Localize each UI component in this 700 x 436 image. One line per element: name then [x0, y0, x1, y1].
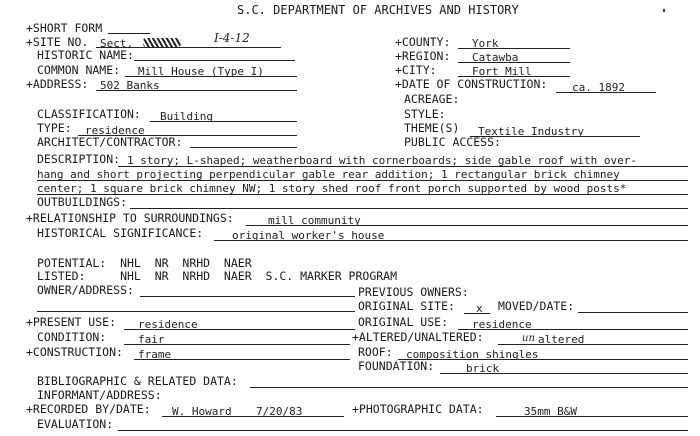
- line-date-of-construction: [556, 92, 656, 93]
- line-recorded-by: [162, 416, 344, 417]
- label-common-name: COMMON NAME:: [37, 63, 121, 77]
- scan-speck: [663, 9, 665, 12]
- label-potential: POTENTIAL: NHL NR NRHD NAER: [37, 256, 252, 270]
- label-moved-date: MOVED/DATE:: [498, 299, 575, 313]
- site-no-handwritten: I-4-12: [214, 31, 250, 45]
- value-foundation: brick: [466, 362, 500, 375]
- line-foundation: [440, 373, 688, 374]
- line-owner-address: [140, 296, 355, 297]
- label-address: +ADDRESS:: [26, 77, 89, 91]
- line-photographic-data: [496, 416, 688, 417]
- line-previous-owners: [37, 311, 355, 312]
- value-altered-typed: altered: [538, 333, 585, 346]
- label-present-use: +PRESENT USE:: [26, 315, 117, 329]
- label-relationship: +RELATIONSHIP TO SURROUNDINGS:: [26, 211, 234, 225]
- line-description-1: [118, 166, 688, 167]
- form-title: S.C. DEPARTMENT OF ARCHIVES AND HISTORY: [237, 3, 519, 17]
- line-short-form: [108, 33, 150, 34]
- label-owner-address: OWNER/ADDRESS:: [37, 283, 134, 297]
- line-original-site: [464, 313, 490, 314]
- value-common-name: Mill House (Type I): [138, 65, 264, 78]
- label-acreage: ACREAGE:: [404, 92, 460, 106]
- line-moved-date: [578, 312, 688, 313]
- value-roof: composition shingles: [406, 348, 539, 361]
- label-original-use: ORIGINAL USE:: [358, 315, 449, 329]
- redacted-mark: [143, 38, 181, 47]
- line-architect: [190, 147, 297, 148]
- line-roof: [398, 359, 688, 360]
- value-city: Fort Mill: [472, 65, 532, 78]
- value-theme: Textile Industry: [478, 125, 584, 138]
- label-listed: LISTED: NHL NR NRHD NAER S.C. MARKER PROGRAM: [37, 269, 398, 283]
- line-address: [96, 90, 297, 91]
- value-present-use: residence: [138, 318, 198, 331]
- line-region: [458, 62, 570, 63]
- label-bibliographic: BIBLIOGRAPHIC & RELATED DATA:: [37, 374, 238, 388]
- line-county: [458, 48, 570, 49]
- label-region: +REGION:: [395, 49, 451, 63]
- label-site-no: +SITE NO.: [26, 35, 89, 49]
- label-short-form: +SHORT FORM: [26, 21, 103, 35]
- line-evaluation: [118, 430, 688, 431]
- line-altered: [498, 344, 688, 345]
- value-condition: fair: [138, 333, 165, 346]
- value-region: Catawba: [472, 51, 519, 64]
- label-classification: CLASSIFICATION:: [37, 107, 141, 121]
- value-description-line-3: center; 1 square brick chimney NW; 1 story shed roof front porch supported by wood posts*: [37, 182, 627, 195]
- value-relationship: mill community: [268, 214, 361, 227]
- value-photographic-data: 35mm B&W: [524, 405, 577, 418]
- label-city: +CITY:: [395, 63, 437, 77]
- value-date-of-construction: ca. 1892: [572, 81, 625, 94]
- label-county: +COUNTY:: [395, 35, 451, 49]
- label-historic-name: HISTORIC NAME:: [37, 48, 134, 62]
- value-original-use: residence: [472, 318, 532, 331]
- value-description-line-1: 1 story; L-shaped; weatherboard with cornerboards; side gable roof with over-: [127, 154, 637, 167]
- line-present-use: [124, 329, 355, 330]
- label-evaluation: EVALUATION:: [37, 417, 114, 431]
- label-roof: ROOF:: [358, 345, 393, 359]
- label-original-site: ORIGINAL SITE:: [358, 299, 455, 313]
- label-previous-owners: PREVIOUS OWNERS:: [358, 285, 469, 299]
- label-public-access: PUBLIC ACCESS:: [404, 135, 501, 149]
- label-historical-significance: HISTORICAL SIGNIFICANCE:: [37, 226, 204, 240]
- line-outbuildings: [130, 208, 688, 209]
- label-style: STYLE:: [404, 107, 446, 121]
- site-no-typed: Sect.: [100, 37, 134, 50]
- line-historic-name: [134, 60, 295, 61]
- label-construction: +CONSTRUCTION:: [26, 345, 123, 359]
- label-photographic-data: +PHOTOGRAPHIC DATA:: [352, 402, 484, 416]
- value-classification: Building: [160, 110, 213, 123]
- line-classification: [150, 121, 297, 122]
- value-recorded-date: 7/20/83: [256, 405, 303, 418]
- label-informant: INFORMANT/ADDRESS:: [37, 388, 162, 402]
- line-original-use: [458, 329, 688, 330]
- value-original-site: x: [476, 302, 483, 315]
- value-address: 502 Banks: [100, 79, 160, 92]
- value-construction: frame: [138, 348, 172, 361]
- line-historical-significance: [214, 240, 688, 241]
- label-foundation: FOUNDATION:: [358, 359, 435, 373]
- label-type: TYPE:: [37, 121, 72, 135]
- label-description: DESCRIPTION:: [37, 152, 121, 166]
- label-condition: CONDITION:: [37, 330, 107, 344]
- value-altered-handwritten: un: [522, 333, 535, 344]
- line-description-2: [37, 180, 688, 181]
- value-recorded-by: W. Howard: [172, 405, 232, 418]
- line-construction: [134, 359, 350, 360]
- label-architect: ARCHITECT/CONTRACTOR:: [37, 135, 183, 149]
- value-historical-significance: original worker's house: [232, 229, 385, 242]
- value-county: York: [472, 37, 499, 50]
- value-description-line-2: hang and short projecting perpendicular gable rear addition; 1 rectangular brick chimney: [37, 168, 620, 181]
- line-description-3: [37, 194, 688, 195]
- line-bibliographic: [250, 387, 688, 388]
- label-date-of-construction: +DATE OF CONSTRUCTION:: [395, 77, 548, 91]
- line-common-name: [125, 76, 297, 77]
- label-recorded-by: +RECORDED BY/DATE:: [26, 402, 151, 416]
- line-condition: [124, 344, 350, 345]
- label-theme: THEME(S): [404, 121, 460, 135]
- value-type: residence: [85, 124, 145, 137]
- label-altered-unaltered: +ALTERED/UNALTERED:: [352, 330, 484, 344]
- label-outbuildings: OUTBUILDINGS:: [37, 195, 128, 209]
- line-relationship: [246, 225, 688, 226]
